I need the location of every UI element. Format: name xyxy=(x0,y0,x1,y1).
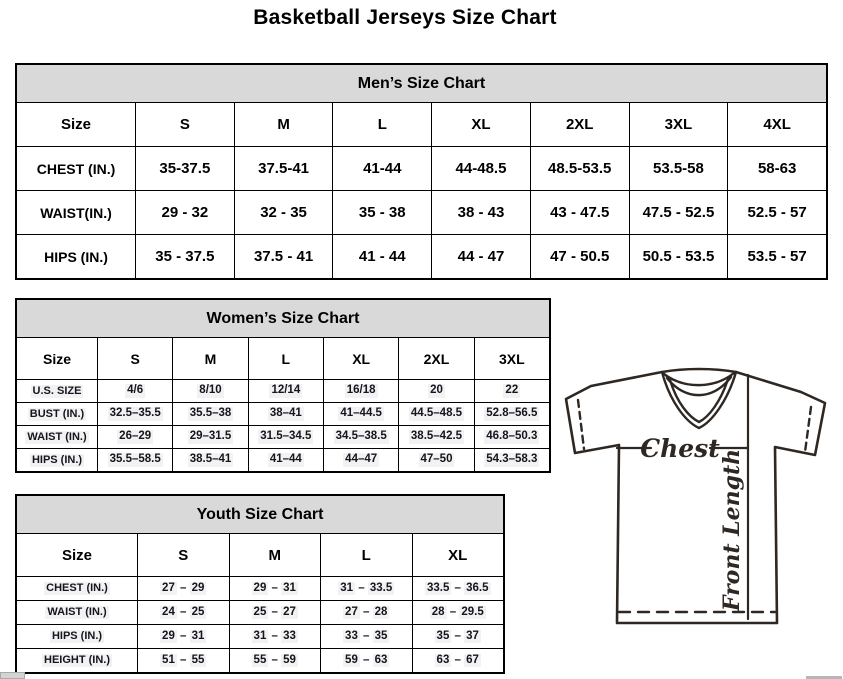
womens-value-cell: 26–29 xyxy=(98,426,172,448)
womens-value-cell: 16/18 xyxy=(324,380,398,402)
mens-column-header: XL xyxy=(432,103,530,146)
mens-column-header: 4XL xyxy=(728,103,826,146)
mens-value-cell: 44 - 47 xyxy=(432,235,530,278)
mens-table-title-band xyxy=(17,65,826,103)
womens-row-label-cell: BUST (IN.) xyxy=(17,403,97,425)
mens-value-cell: 47.5 - 52.5 xyxy=(630,191,728,234)
mens-column-header: M xyxy=(235,103,333,146)
mens-column-header: 3XL xyxy=(630,103,728,146)
mens-row-label-cell: HIPS (IN.) xyxy=(17,235,135,278)
mens-value-cell: 48.5-53.5 xyxy=(531,147,629,190)
youth-row-label-cell: HIPS (IN.) xyxy=(17,625,137,648)
youth-value-cell: 31 – 33 xyxy=(230,625,321,648)
womens-value-cell: 20 xyxy=(399,380,473,402)
youth-value-cell: 29 – 31 xyxy=(230,577,321,600)
mens-value-cell: 37.5-41 xyxy=(235,147,333,190)
womens-value-cell: 41–44 xyxy=(249,449,323,471)
youth-column-header: Size xyxy=(17,534,137,576)
womens-column-header: XL xyxy=(324,338,398,379)
mens-row-label-cell: WAIST(IN.) xyxy=(17,191,135,234)
womens-value-cell: 46.8–50.3 xyxy=(475,426,549,448)
jersey-diagram xyxy=(558,362,838,630)
mens-value-cell: 35 - 37.5 xyxy=(136,235,234,278)
womens-value-cell: 44.5–48.5 xyxy=(399,403,473,425)
mens-table-grid xyxy=(17,103,826,278)
mens-value-cell: 43 - 47.5 xyxy=(531,191,629,234)
mens-value-cell: 53.5 - 57 xyxy=(728,235,826,278)
womens-value-cell: 47–50 xyxy=(399,449,473,471)
womens-value-cell: 34.5–38.5 xyxy=(324,426,398,448)
womens-column-header: Size xyxy=(17,338,97,379)
womens-value-cell: 38.5–41 xyxy=(173,449,247,471)
mens-column-header: L xyxy=(333,103,431,146)
womens-value-cell: 4/6 xyxy=(98,380,172,402)
womens-value-cell: 44–47 xyxy=(324,449,398,471)
youth-table-title: Youth Size Chart xyxy=(196,505,324,523)
mens-column-header: 2XL xyxy=(531,103,629,146)
youth-table-title-band xyxy=(17,496,503,534)
youth-value-cell: 25 – 27 xyxy=(230,601,321,624)
mens-value-cell: 41 - 44 xyxy=(333,235,431,278)
youth-row-label-cell: WAIST (IN.) xyxy=(17,601,137,624)
mens-value-cell: 52.5 - 57 xyxy=(728,191,826,234)
youth-value-cell: 33 – 35 xyxy=(321,625,412,648)
mens-value-cell: 41-44 xyxy=(333,147,431,190)
mens-row-label-cell: CHEST (IN.) xyxy=(17,147,135,190)
youth-value-cell: 29 – 31 xyxy=(138,625,229,648)
youth-column-header: XL xyxy=(413,534,504,576)
chest-label: Chest xyxy=(640,434,720,463)
youth-value-cell: 63 – 67 xyxy=(413,649,504,672)
youth-column-header: S xyxy=(138,534,229,576)
womens-row-label-cell: WAIST (IN.) xyxy=(17,426,97,448)
womens-column-header: S xyxy=(98,338,172,379)
womens-value-cell: 41–44.5 xyxy=(324,403,398,425)
mens-value-cell: 35-37.5 xyxy=(136,147,234,190)
youth-size-table xyxy=(15,494,505,674)
womens-value-cell: 12/14 xyxy=(249,380,323,402)
youth-value-cell: 27 – 29 xyxy=(138,577,229,600)
mens-value-cell: 53.5-58 xyxy=(630,147,728,190)
horizontal-scrollbar-thumb[interactable] xyxy=(0,672,25,679)
youth-value-cell: 24 – 25 xyxy=(138,601,229,624)
mens-column-header: Size xyxy=(17,103,135,146)
youth-value-cell: 55 – 59 xyxy=(230,649,321,672)
womens-value-cell: 52.8–56.5 xyxy=(475,403,549,425)
womens-value-cell: 8/10 xyxy=(173,380,247,402)
youth-table-grid xyxy=(17,534,503,672)
youth-value-cell: 28 – 29.5 xyxy=(413,601,504,624)
womens-table-title-band xyxy=(17,300,549,338)
womens-column-header: L xyxy=(249,338,323,379)
womens-value-cell: 35.5–38 xyxy=(173,403,247,425)
mens-value-cell: 47 - 50.5 xyxy=(531,235,629,278)
mens-value-cell: 58-63 xyxy=(728,147,826,190)
youth-value-cell: 33.5 – 36.5 xyxy=(413,577,504,600)
mens-value-cell: 38 - 43 xyxy=(432,191,530,234)
mens-table-title: Men’s Size Chart xyxy=(357,74,486,92)
womens-column-header: M xyxy=(173,338,247,379)
mens-value-cell: 50.5 - 53.5 xyxy=(630,235,728,278)
youth-column-header: L xyxy=(321,534,412,576)
mens-value-cell: 32 - 35 xyxy=(235,191,333,234)
mens-size-table xyxy=(15,63,828,280)
youth-value-cell: 27 – 28 xyxy=(321,601,412,624)
womens-table-grid xyxy=(17,338,549,471)
front-length-label: Front Length xyxy=(719,448,745,612)
womens-size-table xyxy=(15,298,551,473)
page-title: Basketball Jerseys Size Chart xyxy=(253,6,557,29)
youth-column-header: M xyxy=(230,534,321,576)
mens-value-cell: 35 - 38 xyxy=(333,191,431,234)
youth-value-cell: 35 – 37 xyxy=(413,625,504,648)
womens-value-cell: 35.5–58.5 xyxy=(98,449,172,471)
mens-value-cell: 44-48.5 xyxy=(432,147,530,190)
womens-value-cell: 38.5–42.5 xyxy=(399,426,473,448)
womens-value-cell: 38–41 xyxy=(249,403,323,425)
youth-row-label-cell: HEIGHT (IN.) xyxy=(17,649,137,672)
womens-column-header: 3XL xyxy=(475,338,549,379)
womens-table-title: Women’s Size Chart xyxy=(206,309,360,327)
mens-value-cell: 37.5 - 41 xyxy=(235,235,333,278)
youth-value-cell: 31 – 33.5 xyxy=(321,577,412,600)
womens-row-label-cell: U.S. SIZE xyxy=(17,380,97,402)
jersey-outline xyxy=(566,369,825,623)
womens-column-header: 2XL xyxy=(399,338,473,379)
youth-value-cell: 51 – 55 xyxy=(138,649,229,672)
womens-value-cell: 54.3–58.3 xyxy=(475,449,549,471)
womens-value-cell: 31.5–34.5 xyxy=(249,426,323,448)
youth-value-cell: 59 – 63 xyxy=(321,649,412,672)
mens-column-header: S xyxy=(136,103,234,146)
womens-value-cell: 22 xyxy=(475,380,549,402)
womens-value-cell: 32.5–35.5 xyxy=(98,403,172,425)
womens-row-label-cell: HIPS (IN.) xyxy=(17,449,97,471)
womens-value-cell: 29–31.5 xyxy=(173,426,247,448)
youth-row-label-cell: CHEST (IN.) xyxy=(17,577,137,600)
mens-value-cell: 29 - 32 xyxy=(136,191,234,234)
